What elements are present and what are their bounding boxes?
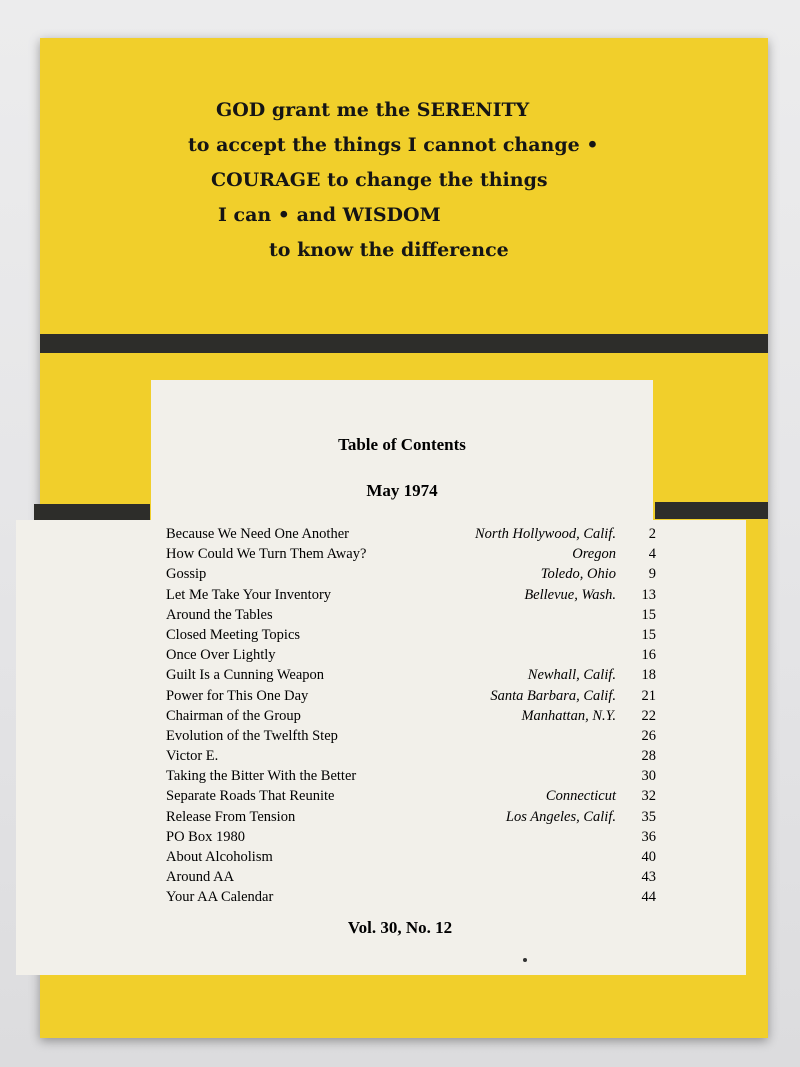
toc-entry-page: 2 xyxy=(648,526,656,542)
toc-entry-title: Gossip xyxy=(166,566,207,583)
toc-entry-location: Manhattan, N.Y. xyxy=(521,707,616,724)
prayer-line: to know the difference xyxy=(269,239,509,261)
black-stripe-right xyxy=(655,502,768,519)
toc-entry-title: Power for This One Day xyxy=(166,687,309,704)
toc-entry-title: Your AA Calendar xyxy=(166,889,274,906)
toc-entry-page: 18 xyxy=(641,667,656,684)
toc-entry-title: Victor E. xyxy=(166,748,219,765)
toc-entry-page: 30 xyxy=(641,768,656,785)
toc-entry-location: Santa Barbara, Calif. xyxy=(490,687,616,704)
toc-entry-location: Newhall, Calif. xyxy=(527,667,616,684)
toc-entry-page: 9 xyxy=(648,566,656,583)
toc-entry xyxy=(166,665,656,685)
toc-entry xyxy=(166,706,656,726)
toc-entry-page: 13 xyxy=(641,586,656,603)
toc-entry-page: 43 xyxy=(641,869,656,886)
toc-entry xyxy=(166,807,656,827)
toc-entry-page: 15 xyxy=(641,626,656,643)
prayer-line: I can • and WISDOM xyxy=(218,204,441,226)
toc-entry-page: 32 xyxy=(641,788,656,805)
toc-entry xyxy=(166,867,656,887)
toc-entry-title: PO Box 1980 xyxy=(166,828,245,845)
toc-entry xyxy=(166,887,656,907)
issue-date: May 1974 xyxy=(366,481,438,500)
toc-entry xyxy=(166,544,656,564)
toc-entry-location: Oregon xyxy=(572,546,616,563)
prayer-line: to accept the things I cannot change • xyxy=(188,134,599,156)
toc-entry-title: Closed Meeting Topics xyxy=(166,626,301,643)
toc-entry-title: Around the Tables xyxy=(166,606,273,623)
toc-entry-title: Because We Need One Another xyxy=(166,526,349,542)
toc-entry-page: 22 xyxy=(641,707,656,724)
magazine-back-cover xyxy=(40,38,768,1038)
toc-heading: Table of Contents xyxy=(338,435,466,454)
toc-entry-page: 36 xyxy=(641,828,656,845)
toc-entry xyxy=(166,625,656,645)
black-stripe-top xyxy=(40,334,768,353)
toc-entry xyxy=(166,686,656,706)
prayer-line: GOD grant me the SERENITY xyxy=(216,99,530,121)
toc-entry-page: 26 xyxy=(641,727,656,744)
toc-entry-page: 28 xyxy=(641,748,656,765)
volume-number: Vol. 30, No. 12 xyxy=(347,918,453,937)
toc-entry-location: Los Angeles, Calif. xyxy=(505,808,616,825)
toc-entry xyxy=(166,645,656,665)
toc-entry xyxy=(166,847,656,867)
toc-entry-location: Bellevue, Wash. xyxy=(524,586,616,603)
toc-entry-location: North Hollywood, Calif. xyxy=(475,526,616,542)
toc-entry-location: Toledo, Ohio xyxy=(540,566,616,583)
toc-entry xyxy=(166,524,656,544)
toc-entry xyxy=(166,726,656,746)
toc-entry-page: 4 xyxy=(648,546,656,563)
toc-entry-page: 21 xyxy=(641,687,656,704)
toc-entry-title: Guilt Is a Cunning Weapon xyxy=(166,667,325,684)
toc-entry-title: How Could We Turn Them Away? xyxy=(166,546,367,563)
prayer-line: COURAGE to change the things xyxy=(211,169,548,191)
print-speck xyxy=(523,958,527,962)
toc-entry-title: Around AA xyxy=(166,869,235,886)
toc-entry-title: About Alcoholism xyxy=(166,849,273,865)
toc-entry-title: Separate Roads That Reunite xyxy=(166,788,335,805)
toc-entry xyxy=(166,766,656,786)
toc-entry-page: 15 xyxy=(641,606,656,623)
toc-entry xyxy=(166,827,656,847)
toc-entry-page: 44 xyxy=(641,889,656,906)
toc-entry-page: 35 xyxy=(641,808,656,825)
toc-entry-page: 40 xyxy=(641,849,656,865)
toc-entry-title: Release From Tension xyxy=(166,808,296,825)
toc-entry xyxy=(166,746,656,766)
serenity-prayer xyxy=(40,93,768,268)
toc-entry-location: Connecticut xyxy=(545,788,616,805)
toc-entry-title: Let Me Take Your Inventory xyxy=(166,586,332,603)
toc-entry xyxy=(166,786,656,806)
toc-list xyxy=(166,524,656,908)
black-stripe-left xyxy=(34,504,150,521)
toc-entry-title: Taking the Bitter With the Better xyxy=(166,768,357,785)
toc-entry xyxy=(166,585,656,605)
toc-entry-title: Chairman of the Group xyxy=(166,707,301,724)
toc-entry-title: Evolution of the Twelfth Step xyxy=(166,727,338,744)
toc-entry xyxy=(166,564,656,584)
toc-entry-title: Once Over Lightly xyxy=(166,647,276,664)
yellow-bottom-band xyxy=(40,976,768,1038)
toc-entry xyxy=(166,605,656,625)
toc-entry-page: 16 xyxy=(641,647,656,664)
